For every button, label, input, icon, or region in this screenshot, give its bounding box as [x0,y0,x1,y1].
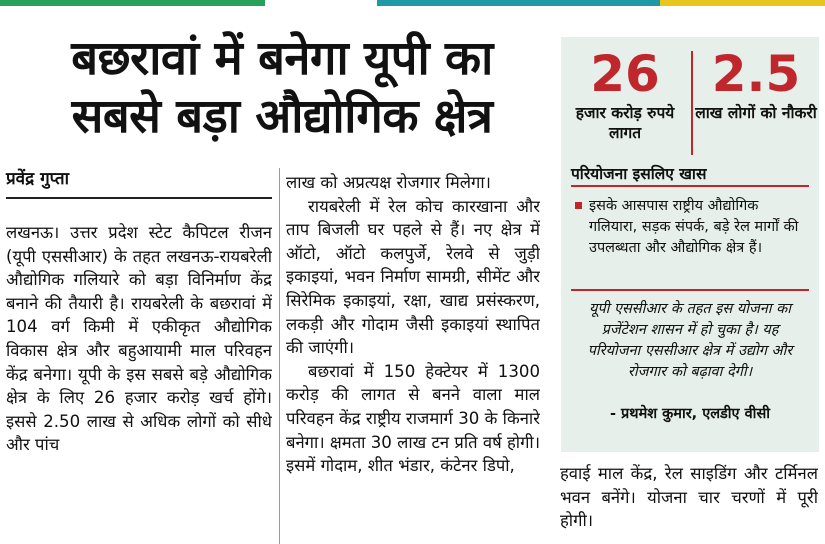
column-2-paragraph-1: लाख को अप्रत्यक्ष रोजगार मिलेगा। [286,173,491,192]
color-bar [0,0,825,6]
byline: प्रवेंद्र गुप्ता [6,169,69,189]
stat-jobs-value: 2.5 [711,45,801,103]
article-column-3: हवाई माल केंद्र, रेल साइडिंग और टर्मिनल भवन बनेंगे। योजना चार चरणों में पूरी होगी। [560,464,818,531]
info-box-quote-author: - प्रथमेश कुमार, एलडीए वीसी [609,406,770,422]
info-box-title-rule [571,185,809,187]
info-box [561,37,819,452]
column-divider [279,168,280,544]
headline [6,30,558,146]
info-box-title: परियोजना इसलिए खास [571,165,707,183]
byline-rule [6,197,272,199]
stat-cost [561,45,689,143]
stat-cost-label: हजार करोड़ रुपये लागत [575,104,675,142]
info-box-bullet [575,196,809,259]
color-bar-teal [377,0,660,6]
article-column-1: लखनऊ। उत्तर प्रदेश स्टेट कैपिटल रीजन (यूपी एससीआर) के तहत लखनऊ-रायबरेली औद्योगिक गलियारे को बड़ा विनिर्माण केंद्र बनाने की तैयारी है। रायबरेली के बछरावां में 104 वर्ग किमी में एकीकृत औद्योगिक विकास क्षेत्र और बहुआयामी माल परिवहन केंद्र बनेगा। यूपी के इस सबसे बड़े औद्योगिक क्षेत्र के लिए 26 हजार करोड़ खर्च होंगे। इससे 2.50 लाख से अधिक लोगों को सीधे और पांच [6,223,272,455]
info-box-bullet-text: इसके आसपास राष्ट्रीय औद्योगिक गलियारा, सड़क संपर्क, बड़े रेल मार्गों की उपलब्धता और औद्योगिक क्षेत्र हैं। [589,198,799,256]
stat-jobs-label: लाख लोगों को नौकरी [695,104,817,122]
info-box-quote: यूपी एससीआर के तहत इस योजना का प्रजेंटेशन शासन में हो चुका है। यह परियोजना एससीआर क्षेत्र में उद्योग और रोजगार को बढ़ावा देगी। [587,301,793,380]
article-column-2 [286,171,540,544]
color-bar-green [0,0,265,6]
column-2-paragraph-2: रायबरेली में रेल कोच कारखाना और ताप बिजली घर पहले से हैं। नए क्षेत्र में ऑटो, ऑटो कलपुर्जे, रेलवे से जुड़ी इकाइयां, भवन निर्माण सामग्री, सीमेंट और सिरेमिक इकाइयां, रक्षा, खाद्य प्रसंस्करण, लकड़ी और गोदाम जैसी इकाइयां स्थापित की जाएंगी। [286,196,540,358]
bullet-square-icon [575,202,582,209]
stat-jobs [693,45,819,123]
headline-line-2: सबसे बड़ा औद्योगिक क्षेत्र [71,89,493,144]
info-box-separator [571,289,809,291]
color-bar-yellow [660,0,825,6]
headline-line-1: बछरावां में बनेगा यूपी का [71,31,493,86]
color-bar-white [265,0,377,6]
column-2-paragraph-3: बछरावां में 150 हेक्टेयर में 1300 करोड़ की लागत से बनने वाला माल परिवहन केंद्र राष्ट्रीय राजमार्ग 30 के किनारे बनेगा। क्षमता 30 लाख टन प्रति वर्ष होगी। इसमें गोदाम, शीत भंडार, कंटेनर डिपो, [286,361,540,476]
stat-cost-value: 26 [590,45,660,103]
